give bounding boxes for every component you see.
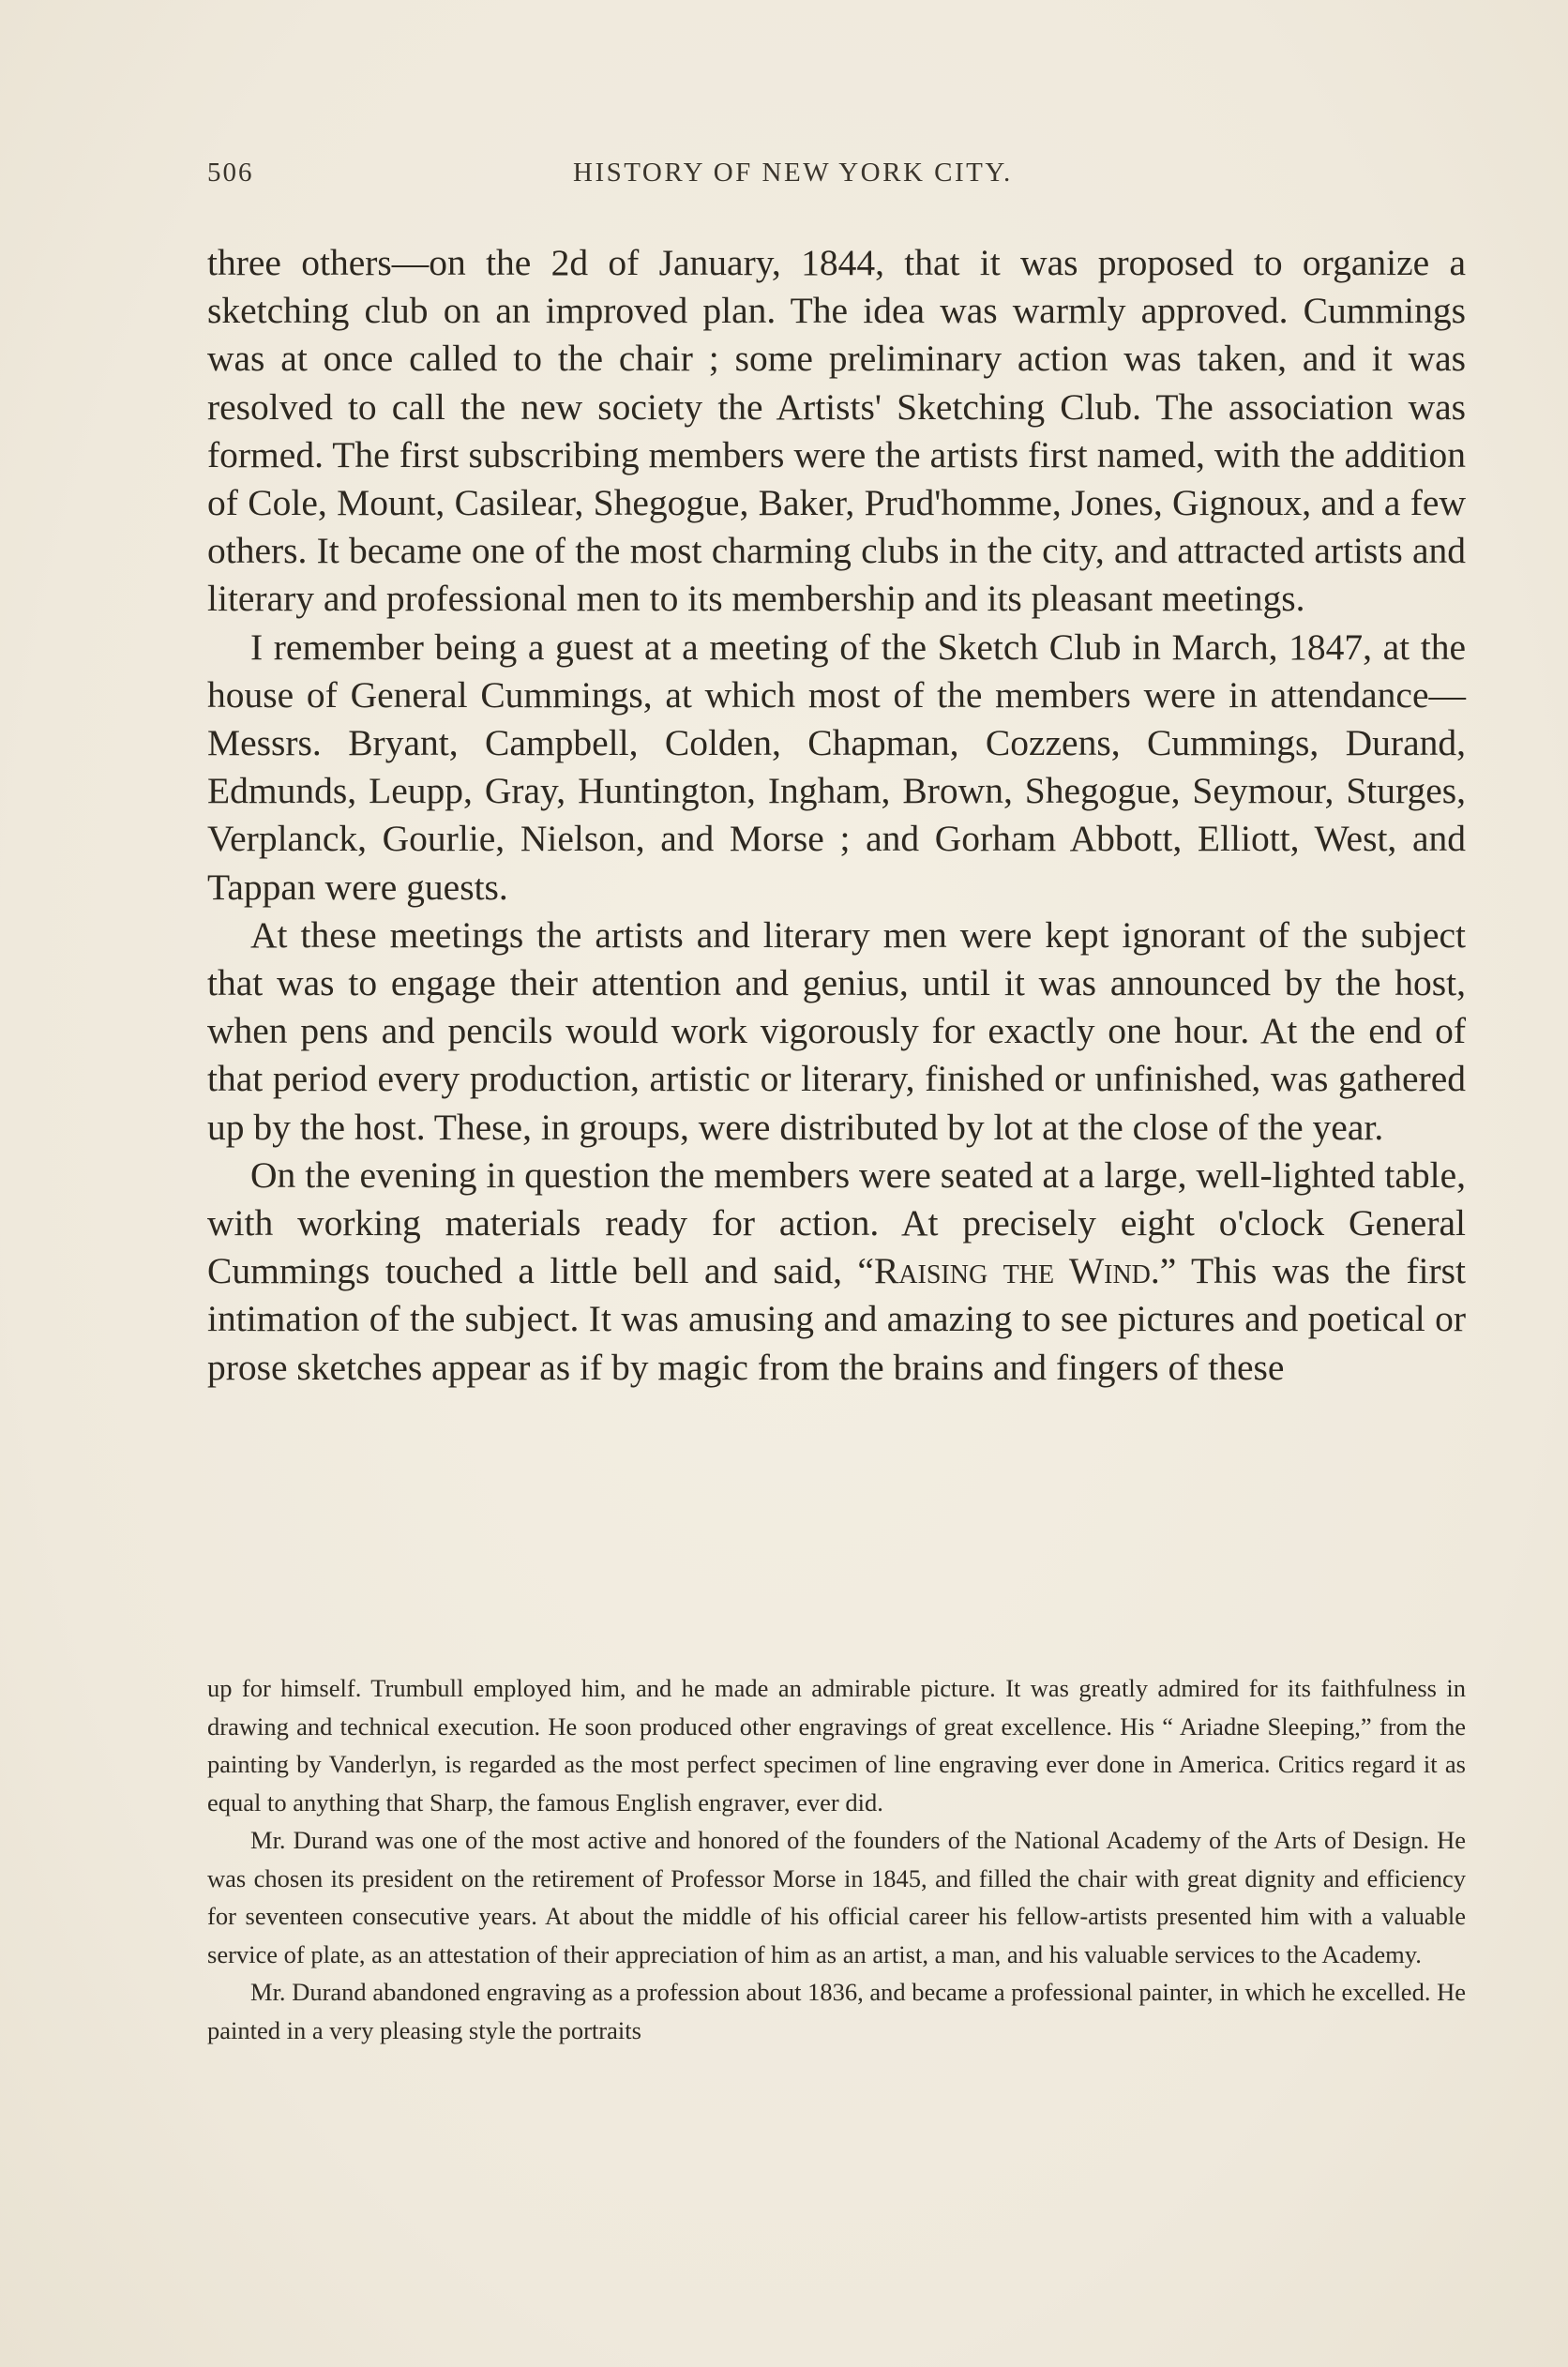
footnote-paragraph: Mr. Durand was one of the most active and honored of the founders of the National Academy of the Arts of Design. He was chosen its president on the retirement of Professor Morse in 1845, and filled the chair with great dignity and efficiency for seventeen consecutive years. At about the middle of his official career his fellow-artists presented him with a valuable service of plate, as an attestation of their appreciation of him as an artist, a man, and his valuable services to the Academy.: [207, 1826, 1466, 1968]
page-number: 506: [207, 158, 254, 188]
paragraph-text: ” This was the first intimation of the subject. It was amusing and amazing to see pictures and poetical or prose sketches appear as if by magic from the brains and fingers of these: [207, 1250, 1466, 1388]
paragraph: three others—on the 2d of January, 1844, that it was proposed to organize a sketching club on an improved plan. The idea was warmly approved. Cummings was at once called to the chair ; some preliminary action was taken, and it was resolved to call the new society the Artists' Sketching Club. The association was formed. The first subscribing members were the artists first named, with the addition of Cole, Mount, Casilear, Shegogue, Baker, Prud'homme, Jones, Gignoux, and a few others. It became one of the most charming clubs in the city, and attracted artists and literary and professional men to its membership and its pleasant meetings.: [207, 242, 1466, 620]
paragraph: At these meetings the artists and literary men were kept ignorant of the subject that was to engage their attention and genius, until it was announced by the host, when pens and pencils would work vigorously for exactly one hour. At the end of that period every production, artistic or literary, finished or unfinished, was gathered up by the host. These, in groups, were distributed by lot at the close of the year.: [207, 913, 1466, 1148]
footnotes: [207, 1669, 1466, 2049]
running-head: HISTORY OF NEW YORK CITY.: [573, 158, 1013, 188]
page-header: [207, 158, 1473, 199]
paragraph-text: On the evening in question the members were seated at a large, well-lighted table, with working materials ready for action. At precisely eight o'clock General Cummings touched a little bell and said, “: [207, 1153, 1466, 1292]
paragraph: I remember being a guest at a meeting of the Sketch Club in March, 1847, at the house of General Cummings, at which most of the members were in attendance—Messrs. Bryant, Campbell, Colden, Chapman, Cozzens, Cummings, Durand, Edmunds, Leupp, Gray, Huntington, Ingham, Brown, Shegogue, Seymour, Sturges, Verplanck, Gourlie, Nielson, and Morse ; and Gorham Abbott, Elliott, West, and Tappan were guests.: [207, 626, 1466, 908]
subject-title: Raising the Wind.: [873, 1250, 1160, 1292]
footnote-paragraph: up for himself. Trumbull employed him, and he made an admirable picture. It was greatly admired for its faithfulness in drawing and technical execution. He soon produced other engravings of great excellence. His “ Ariadne Sleeping,” from the painting by Vanderlyn, is regarded as the most perfect specimen of line engraving ever done in America. Critics regard it as equal to anything that Sharp, the famous English engraver, ever did.: [207, 1674, 1466, 1817]
footnote-paragraph: Mr. Durand abandoned engraving as a profession about 1836, and became a professional painter, in which he excelled. He painted in a very pleasing style the portraits: [207, 1978, 1466, 2044]
paragraph: [207, 1152, 1466, 1392]
main-text: [207, 239, 1466, 1392]
